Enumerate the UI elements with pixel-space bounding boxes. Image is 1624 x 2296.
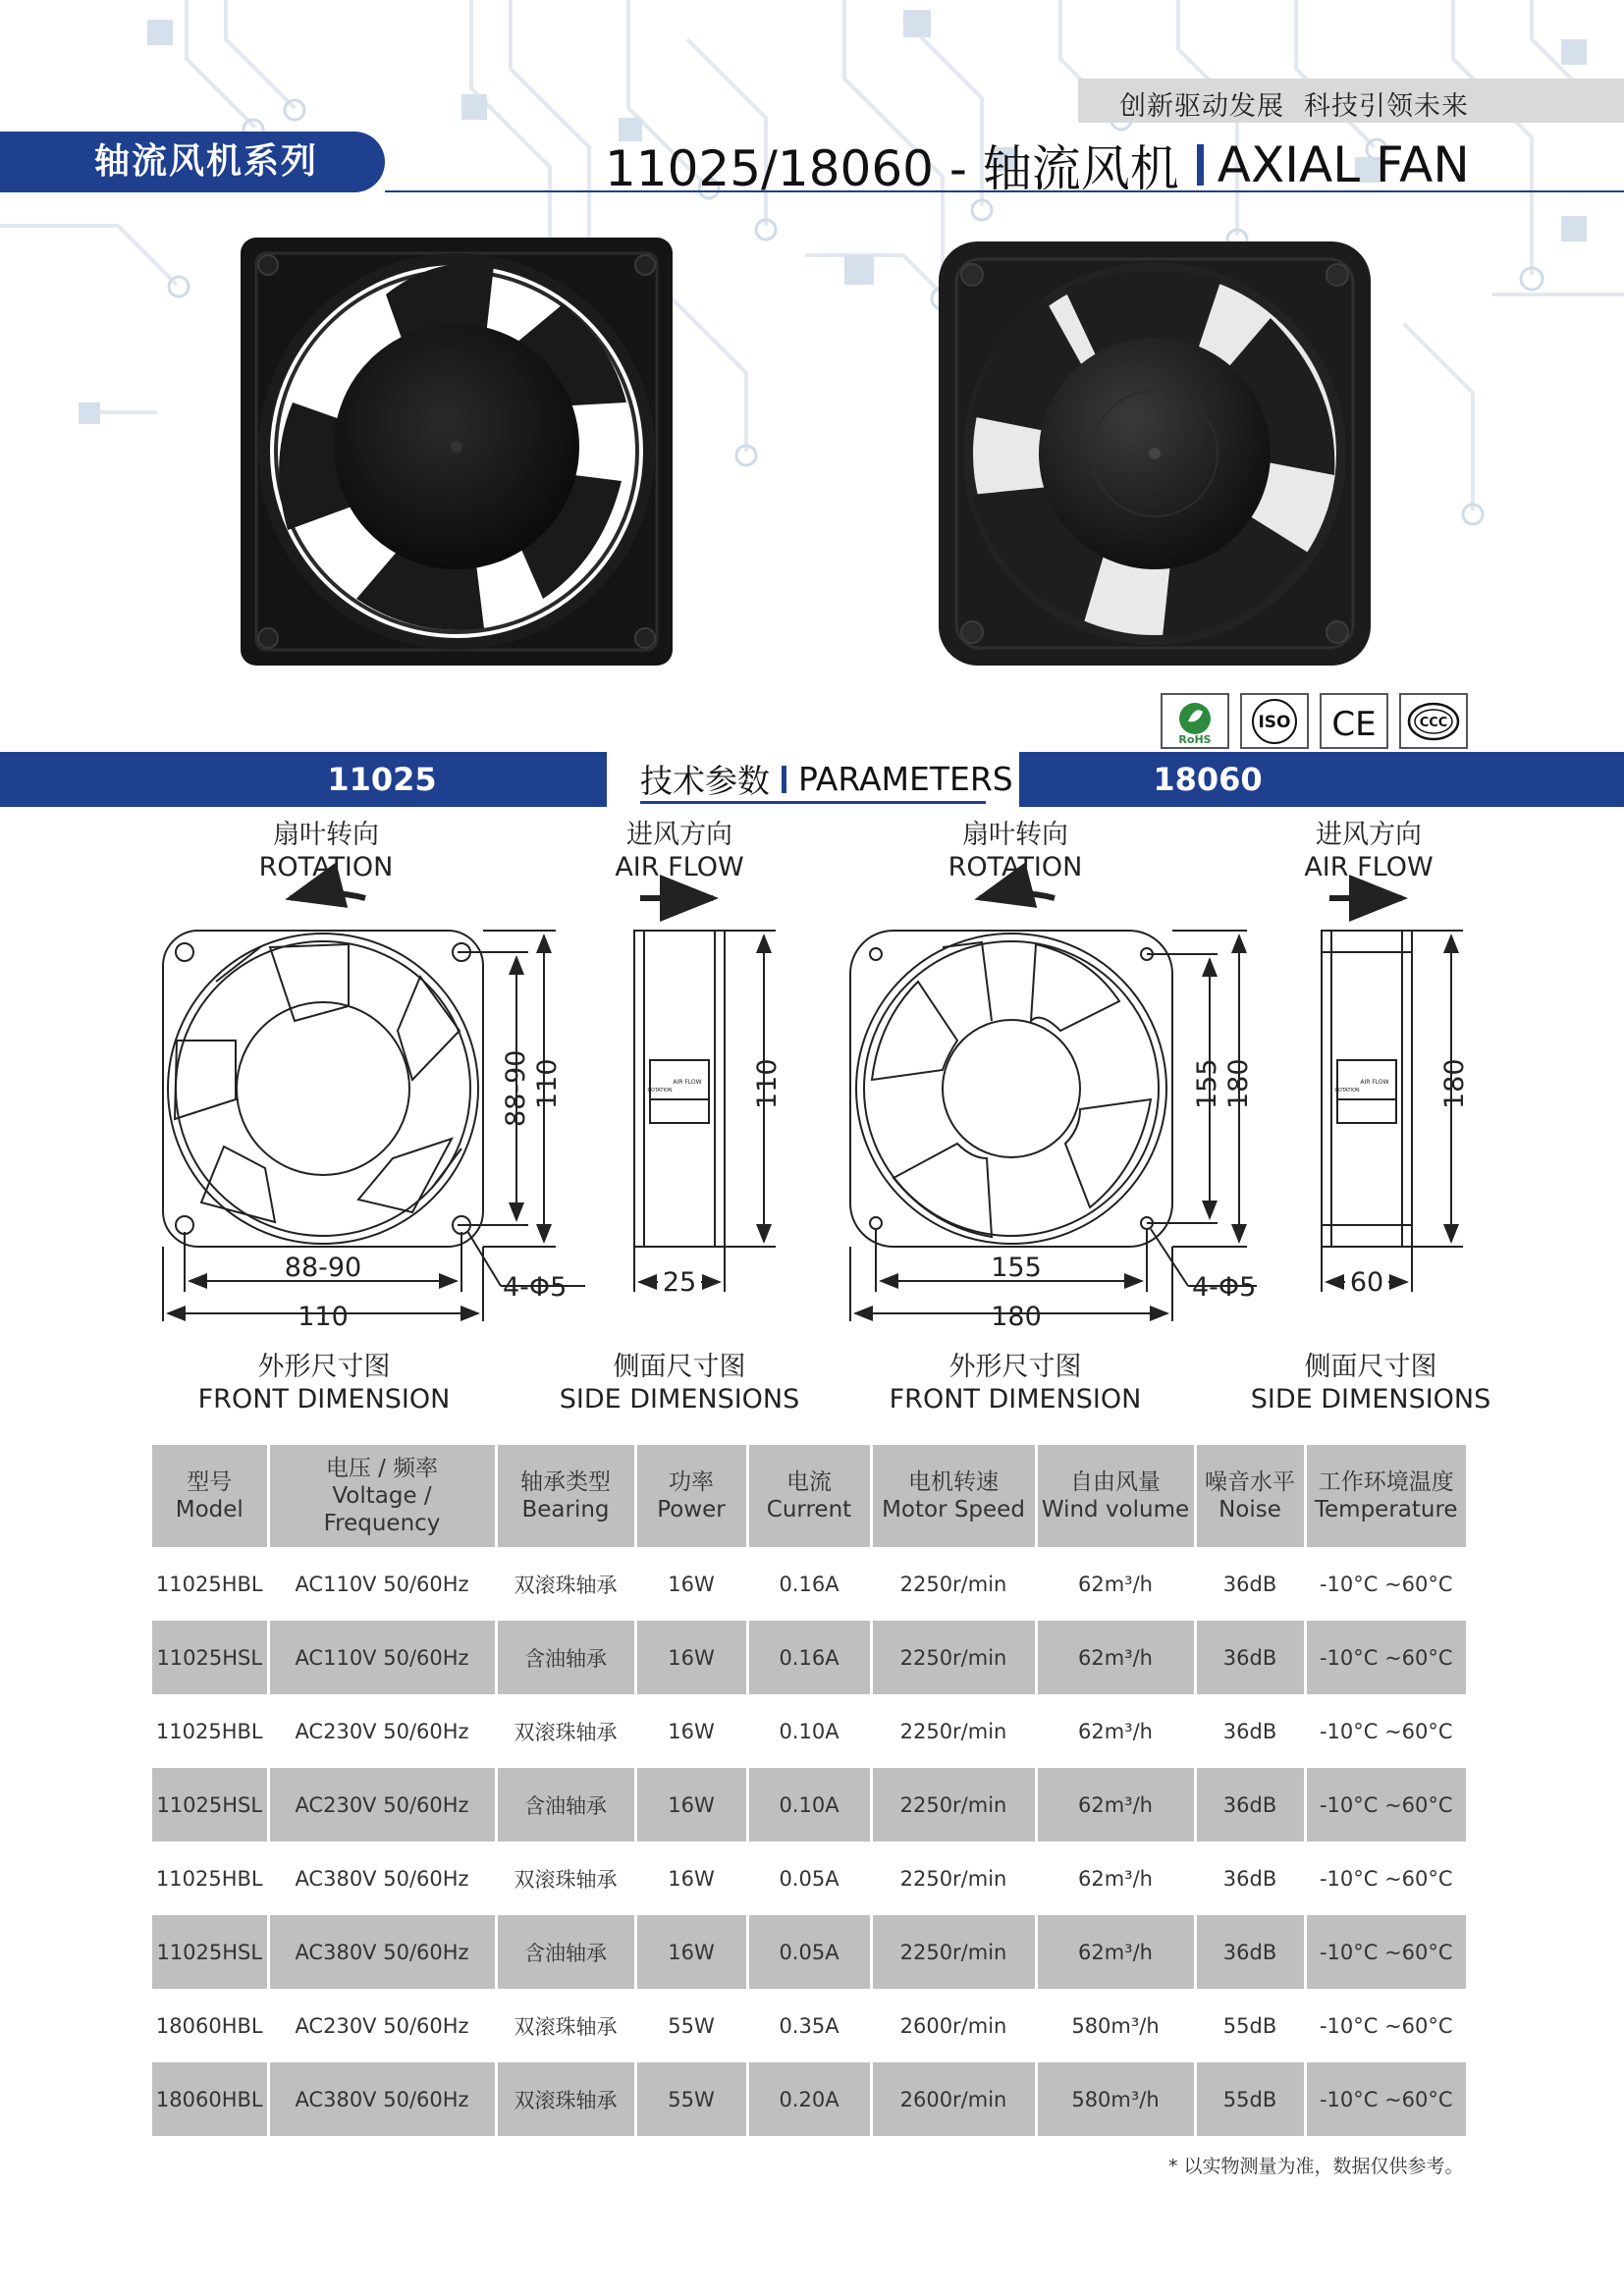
- table-cell: 2250r/min: [871, 1694, 1036, 1768]
- front-dims-11025: [163, 931, 585, 1321]
- table-cell: 11025HBL: [152, 1547, 268, 1621]
- table-cell: 16W: [635, 1842, 747, 1915]
- section-model-18060: 18060: [1019, 752, 1624, 807]
- table-cell: AC380V 50/60Hz: [268, 1842, 496, 1915]
- table-cell: 580m³/h: [1036, 2062, 1195, 2136]
- dim-size-side-11025: 110: [752, 1058, 783, 1109]
- footnote: * 以实物测量为准，数据仅供参考。: [1168, 2156, 1464, 2177]
- table-cell: AC380V 50/60Hz: [268, 1915, 496, 1989]
- table-cell: 62m³/h: [1036, 1547, 1195, 1621]
- table-cell: 0.35A: [747, 1989, 871, 2062]
- ccc-label: CCC: [1419, 715, 1448, 730]
- table-cell: 2250r/min: [871, 1621, 1036, 1694]
- table-cell: 62m³/h: [1036, 1842, 1195, 1915]
- spec-table: [152, 1445, 1466, 2136]
- table-cell: AC110V 50/60Hz: [268, 1547, 496, 1621]
- table-cell: 0.20A: [747, 2062, 871, 2136]
- dim-holes-11025: 4-Φ5: [503, 1272, 568, 1303]
- table-cell: 0.05A: [747, 1842, 871, 1915]
- side-rotation-text-18060: ROTATION: [1334, 1088, 1360, 1094]
- table-cell: 55dB: [1195, 2062, 1305, 2136]
- table-cell: 62m³/h: [1036, 1768, 1195, 1842]
- dim-size-v-18060: 180: [1223, 1058, 1254, 1109]
- table-cell: 2600r/min: [871, 2062, 1036, 2136]
- dim-holes-18060: 4-Φ5: [1192, 1272, 1257, 1303]
- table-cell: 含油轴承: [496, 1768, 635, 1842]
- header-cn: 电机转速: [908, 1469, 999, 1495]
- table-cell: 55W: [635, 1989, 747, 2062]
- table-cell: -10°C ~60°C: [1305, 1768, 1466, 1842]
- table-cell: AC380V 50/60Hz: [268, 2062, 496, 2136]
- header-cn: 功率: [669, 1469, 714, 1495]
- table-header-row: [152, 1445, 1466, 1547]
- header-en: Model: [175, 1497, 244, 1522]
- dim-hole-pitch-v-11025: 88-90: [501, 1049, 531, 1127]
- header-en: Current: [766, 1497, 852, 1522]
- section-model-11025: 11025: [0, 752, 607, 807]
- table-cell: 2250r/min: [871, 1842, 1036, 1915]
- side-dimension-label-18060: [1223, 1351, 1518, 1415]
- header-cn: 噪音水平: [1205, 1469, 1295, 1495]
- table-header-cell: [635, 1445, 747, 1547]
- table-cell: 36dB: [1195, 1621, 1305, 1694]
- table-cell: 双滚珠轴承: [496, 1842, 635, 1915]
- table-row: [152, 1621, 1466, 1694]
- header-en: Temperature: [1314, 1497, 1458, 1522]
- side-dimension-label-11025: [532, 1351, 827, 1415]
- airflow-label-11025: [581, 819, 778, 883]
- side-drawing-11025: [634, 931, 725, 1247]
- table-cell: 16W: [635, 1547, 747, 1621]
- table-cell: 11025HSL: [152, 1621, 268, 1694]
- table-cell: 62m³/h: [1036, 1694, 1195, 1768]
- table-cell: -10°C ~60°C: [1319, 2013, 1453, 2038]
- table-cell: 含油轴承: [496, 1621, 635, 1694]
- table-cell: 36dB: [1195, 1842, 1305, 1915]
- table-cell: 11025HBL: [152, 1694, 268, 1768]
- iso-label: ISO: [1258, 712, 1291, 732]
- fan-photo-18060: [937, 240, 1373, 667]
- section-title-en: PARAMETERS: [798, 760, 1013, 798]
- table-cell: 55dB: [1195, 1989, 1305, 2062]
- front-drawing-18060: [850, 931, 1172, 1247]
- table-row: [152, 1989, 1466, 2062]
- section-title-separator: [782, 766, 786, 793]
- header-cn: 电流: [786, 1469, 832, 1495]
- table-row: [152, 1547, 1466, 1621]
- certification-badges: [1161, 693, 1468, 749]
- header-en: Motor Speed: [882, 1497, 1025, 1522]
- table-header-cell: [1195, 1445, 1305, 1547]
- airflow-label-cn: 进风方向: [1316, 820, 1422, 850]
- front-dimension-label-11025: [177, 1351, 471, 1415]
- airflow-label-cn: 进风方向: [626, 820, 732, 850]
- section-title: [640, 756, 1013, 802]
- front-dimension-cn: 外形尺寸图: [948, 1352, 1082, 1382]
- slogan-part-1: 创新驱动发展: [1119, 91, 1284, 122]
- table-cell: 11025HSL: [152, 1915, 268, 1989]
- side-rotation-text-11025: ROTATION: [647, 1088, 673, 1094]
- dim-depth-18060: 60: [1349, 1267, 1384, 1298]
- table-cell: 16W: [635, 1768, 747, 1842]
- table-cell: 62m³/h: [1036, 1621, 1195, 1694]
- table-cell: 0.16A: [747, 1621, 871, 1694]
- table-cell: 62m³/h: [1036, 1915, 1195, 1989]
- slogan-part-2: 科技引领未来: [1304, 91, 1469, 122]
- table-cell: 18060HBL: [152, 1989, 268, 2062]
- rotation-label-18060: [917, 819, 1113, 883]
- table-row: [152, 2062, 1466, 2136]
- front-dimension-en: FRONT DIMENSION: [889, 1384, 1142, 1415]
- side-airflow-text-18060: AIR FLOW: [1360, 1079, 1389, 1086]
- dim-hole-pitch-v-18060: 155: [1192, 1058, 1222, 1109]
- ccc-icon: [1399, 693, 1468, 749]
- table-cell: 36dB: [1195, 1915, 1305, 1989]
- header-en: Bearing: [521, 1497, 610, 1522]
- rotation-label-cn: 扇叶转向: [273, 820, 379, 850]
- table-cell: -10°C ~60°C: [1305, 1621, 1466, 1694]
- rohs-icon: [1161, 693, 1229, 749]
- airflow-label-en: AIR FLOW: [615, 852, 744, 882]
- table-cell: -10°C ~60°C: [1319, 1719, 1453, 1743]
- fan-photo-11025: [239, 236, 675, 667]
- dim-depth-11025: 25: [662, 1267, 697, 1298]
- table-cell: -10°C ~60°C: [1319, 1866, 1453, 1891]
- side-drawing-18060: [1322, 931, 1412, 1247]
- table-row: [152, 1768, 1466, 1842]
- table-header-cell: [496, 1445, 635, 1547]
- series-tab: 轴流风机系列: [0, 132, 385, 192]
- title-separator: [1197, 144, 1204, 186]
- airflow-label-18060: [1271, 819, 1467, 883]
- table-cell: 0.16A: [747, 1547, 871, 1621]
- dim-hole-pitch-h-11025: 88-90: [284, 1253, 362, 1283]
- table-cell: 0.10A: [747, 1694, 871, 1768]
- table-header-cell: [871, 1445, 1036, 1547]
- page-title-en: AXIAL FAN: [1217, 136, 1470, 193]
- dim-size-side-18060: 180: [1439, 1058, 1470, 1109]
- page-title: [605, 130, 1470, 200]
- table-cell: 双滚珠轴承: [496, 1547, 635, 1621]
- header-cn: 轴承类型: [520, 1469, 611, 1495]
- section-title-cn: 技术参数: [640, 762, 770, 800]
- table-cell: AC110V 50/60Hz: [268, 1621, 496, 1694]
- rotation-label-en: ROTATION: [947, 852, 1083, 882]
- front-dimension-label-18060: [868, 1351, 1163, 1415]
- header-cn: 电压 / 频率: [325, 1456, 439, 1481]
- side-airflow-text-11025: AIR FLOW: [673, 1079, 702, 1086]
- table-cell: 580m³/h: [1036, 1989, 1195, 2062]
- table-cell: 11025HBL: [152, 1842, 268, 1915]
- table-cell: AC230V 50/60Hz: [268, 1694, 496, 1768]
- table-cell: 0.10A: [747, 1768, 871, 1842]
- rotation-label-en: ROTATION: [258, 852, 394, 882]
- table-cell: 2600r/min: [871, 1989, 1036, 2062]
- table-cell: 2250r/min: [871, 1768, 1036, 1842]
- header-cn: 型号: [187, 1469, 233, 1495]
- header-en: Noise: [1218, 1497, 1281, 1522]
- airflow-label-en: AIR FLOW: [1304, 852, 1434, 882]
- table-cell: 36dB: [1195, 1768, 1305, 1842]
- table-cell: 16W: [635, 1915, 747, 1989]
- table-cell: 2250r/min: [871, 1547, 1036, 1621]
- table-cell: 36dB: [1195, 1547, 1305, 1621]
- front-dims-18060: [850, 931, 1257, 1321]
- table-header-cell: [268, 1445, 496, 1547]
- table-cell: -10°C ~60°C: [1305, 2062, 1466, 2136]
- iso-icon: [1240, 693, 1309, 749]
- header-en: Power: [657, 1497, 726, 1522]
- table-row: [152, 1915, 1466, 1989]
- table-cell: 双滚珠轴承: [496, 2062, 635, 2136]
- header-en: Wind volume: [1041, 1497, 1190, 1522]
- table-cell: AC230V 50/60Hz: [268, 1768, 496, 1842]
- rotation-arrow-icon: [980, 893, 1055, 898]
- table-cell: 16W: [635, 1694, 747, 1768]
- section-underline: [640, 801, 986, 804]
- table-header-cell: [1036, 1445, 1195, 1547]
- table-cell: 36dB: [1195, 1694, 1305, 1768]
- side-dimension-cn: 侧面尺寸图: [1304, 1352, 1437, 1382]
- rotation-label-11025: [228, 819, 424, 883]
- side-dimension-en: SIDE DIMENSIONS: [1250, 1384, 1491, 1415]
- page-title-cn: 11025/18060 - 轴流风机: [605, 140, 1179, 197]
- table-cell: 55W: [635, 2062, 747, 2136]
- ce-label: CE: [1331, 704, 1377, 744]
- table-cell: 2250r/min: [871, 1915, 1036, 1989]
- front-dimension-en: FRONT DIMENSION: [197, 1384, 451, 1415]
- table-header-cell: [1305, 1445, 1466, 1547]
- table-cell: 双滚珠轴承: [496, 1989, 635, 2062]
- table-header-cell: [747, 1445, 871, 1547]
- table-cell: AC230V 50/60Hz: [268, 1989, 496, 2062]
- side-dimension-cn: 侧面尺寸图: [613, 1352, 746, 1382]
- table-row: [152, 1842, 1466, 1915]
- dim-size-h-18060: 180: [991, 1302, 1042, 1332]
- side-dimension-en: SIDE DIMENSIONS: [559, 1384, 800, 1415]
- table-cell: -10°C ~60°C: [1319, 1572, 1453, 1596]
- rotation-arrow-icon: [291, 893, 365, 898]
- header-cn: 自由风量: [1070, 1469, 1161, 1495]
- dim-size-h-11025: 110: [298, 1302, 349, 1332]
- ce-icon: [1320, 693, 1388, 749]
- slogan: [1119, 84, 1489, 123]
- header-en: Voltage / Frequency: [323, 1483, 441, 1536]
- table-row: [152, 1694, 1466, 1768]
- dim-size-v-11025: 110: [532, 1058, 563, 1109]
- header-cn: 工作环境温度: [1318, 1469, 1454, 1495]
- rohs-label: RoHS: [1178, 732, 1212, 745]
- table-cell: 18060HBL: [152, 2062, 268, 2136]
- table-cell: -10°C ~60°C: [1305, 1915, 1466, 1989]
- dim-hole-pitch-h-18060: 155: [991, 1253, 1042, 1283]
- table-cell: 16W: [635, 1621, 747, 1694]
- front-dimension-cn: 外形尺寸图: [257, 1352, 391, 1382]
- table-cell: 含油轴承: [496, 1915, 635, 1989]
- rotation-label-cn: 扇叶转向: [962, 820, 1068, 850]
- table-cell: 双滚珠轴承: [496, 1694, 635, 1768]
- front-drawing-11025: [163, 931, 483, 1247]
- table-cell: 11025HSL: [152, 1768, 268, 1842]
- table-cell: 0.05A: [747, 1915, 871, 1989]
- table-header-cell: [152, 1445, 268, 1547]
